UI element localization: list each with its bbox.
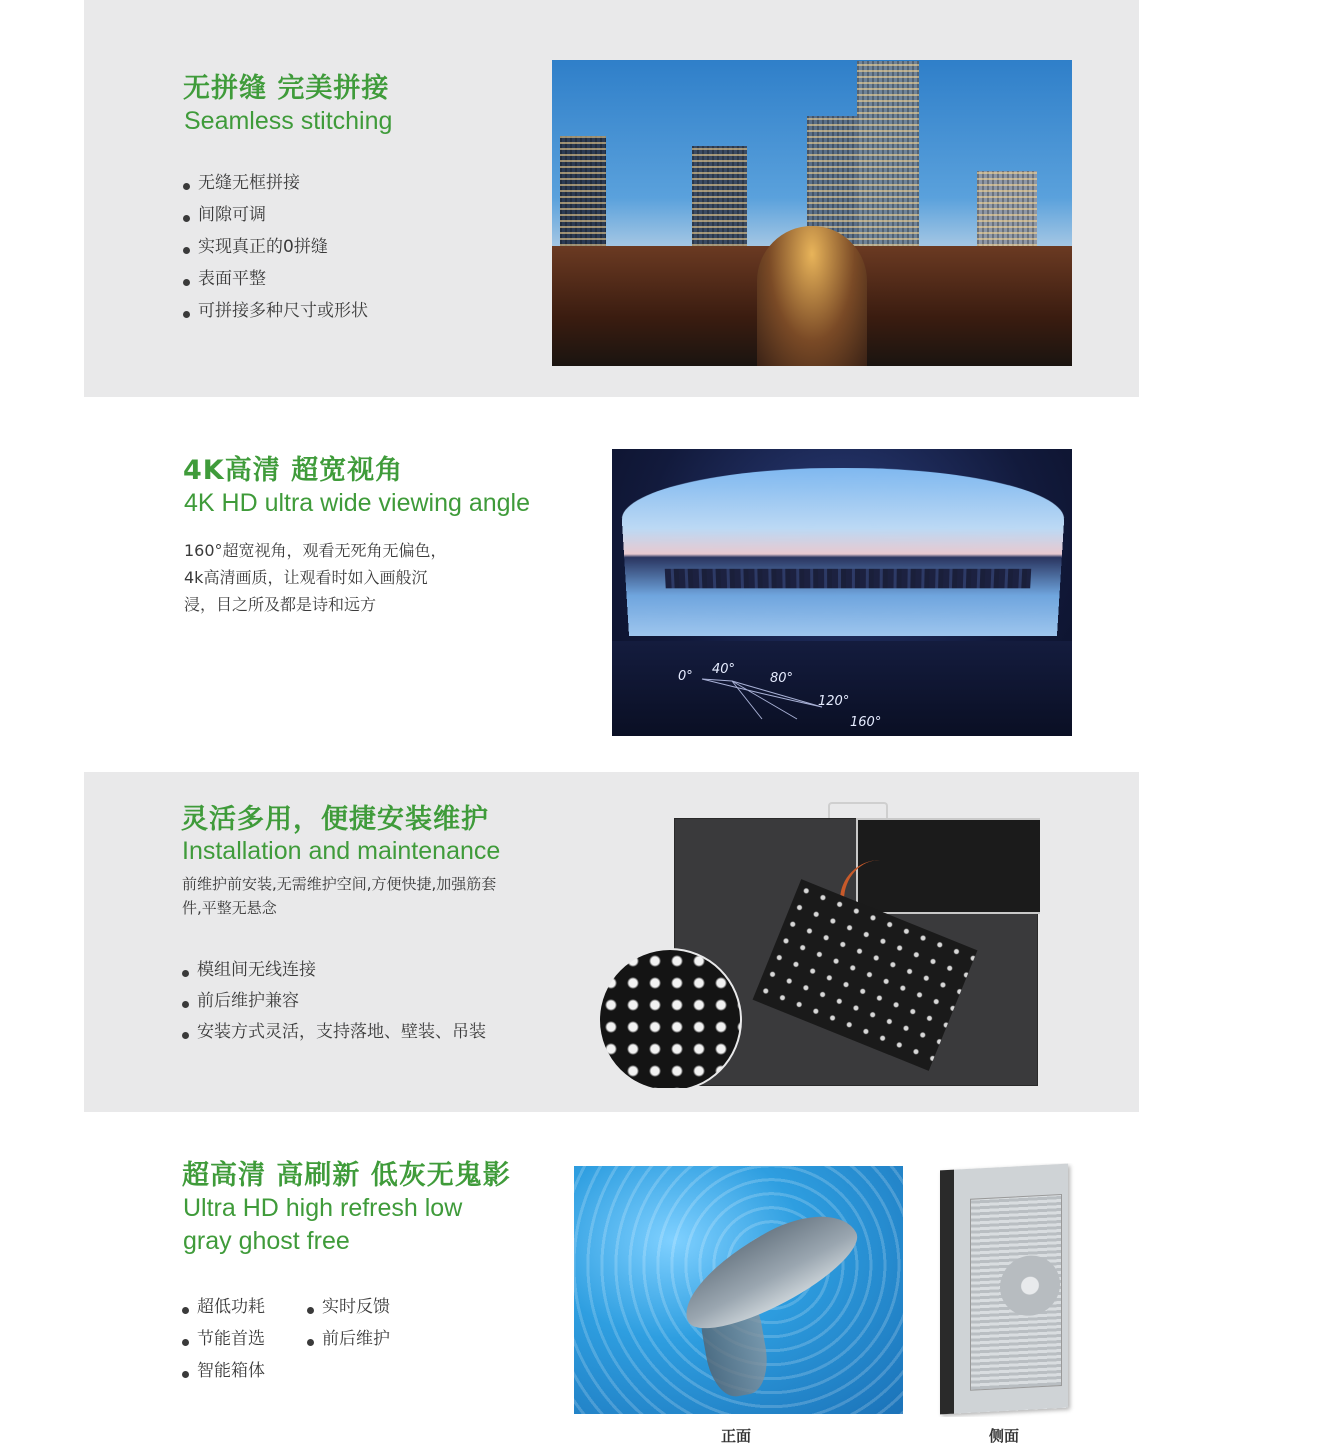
section3-bullet-list bbox=[182, 957, 486, 1050]
list-item: 模组间无线连接 bbox=[182, 957, 486, 988]
section3-description bbox=[182, 872, 496, 920]
description-line: 160°超宽视角，观看无死角无偏色， bbox=[184, 541, 447, 560]
city-skyline-image bbox=[552, 60, 1072, 366]
section2-description bbox=[184, 537, 447, 618]
section3-title-en: Installation and maintenance bbox=[182, 837, 501, 865]
list-item: 表面平整 bbox=[183, 266, 368, 298]
section4-title-en-line2: gray ghost free bbox=[183, 1227, 350, 1255]
list-item: 前后维护 bbox=[307, 1326, 390, 1358]
led-pixel-zoom bbox=[600, 950, 740, 1088]
angle-label: 120° bbox=[818, 694, 850, 709]
list-item: 可拼接多种尺寸或形状 bbox=[183, 298, 368, 330]
section1-bullet-list bbox=[183, 170, 368, 330]
dolphin-image bbox=[574, 1166, 903, 1414]
section4-title-cn: 超高清 高刷新 低灰无鬼影 bbox=[182, 1160, 511, 1191]
section1-title-en: Seamless stitching bbox=[184, 107, 393, 135]
curved-screen-image bbox=[612, 449, 1072, 736]
list-item: 超低功耗 bbox=[182, 1294, 265, 1326]
description-line: 件,平整无悬念 bbox=[182, 899, 277, 917]
caption-front: 正面 bbox=[721, 1427, 752, 1445]
section1-title-cn: 无拼缝 完美拼接 bbox=[183, 73, 390, 104]
angle-label: 40° bbox=[712, 662, 736, 677]
cabinet-side-image bbox=[936, 1163, 1081, 1417]
list-item: 安装方式灵活，支持落地、壁装、吊装 bbox=[182, 1019, 486, 1050]
list-item: 前后维护兼容 bbox=[182, 988, 486, 1019]
list-item: 实时反馈 bbox=[307, 1294, 390, 1326]
list-item: 间隙可调 bbox=[183, 202, 368, 234]
description-line: 前维护前安装,无需维护空间,方便快捷,加强筋套 bbox=[182, 875, 497, 893]
description-line: 4k高清画质，让观看时如入画般沉 bbox=[184, 568, 428, 587]
section4-bullet-list-col2 bbox=[307, 1294, 390, 1358]
caption-side: 侧面 bbox=[989, 1427, 1020, 1445]
viewing-angle-diagram bbox=[612, 449, 1072, 736]
angle-label: 80° bbox=[770, 671, 794, 686]
list-item: 节能首选 bbox=[182, 1326, 265, 1358]
section4-title-en-line1: Ultra HD high refresh low bbox=[183, 1194, 463, 1222]
angle-label: 0° bbox=[678, 669, 693, 684]
description-line: 浸，目之所及都是诗和远方 bbox=[184, 595, 377, 614]
list-item: 无缝无框拼接 bbox=[183, 170, 368, 202]
section4-bullet-list-col1 bbox=[182, 1294, 265, 1390]
list-item: 智能箱体 bbox=[182, 1358, 265, 1390]
angle-label: 160° bbox=[850, 715, 882, 730]
list-item: 实现真正的0拼缝 bbox=[183, 234, 368, 266]
cabinet-handle bbox=[828, 802, 888, 818]
section2-title-en: 4K HD ultra wide viewing angle bbox=[184, 489, 531, 517]
cabinet-frame bbox=[940, 1164, 1068, 1415]
led-panel-image bbox=[600, 800, 1040, 1088]
section3-title-cn: 灵活多用，便捷安装维护 bbox=[181, 804, 489, 835]
section2-title-cn: 4K高清 超宽视角 bbox=[183, 455, 404, 486]
